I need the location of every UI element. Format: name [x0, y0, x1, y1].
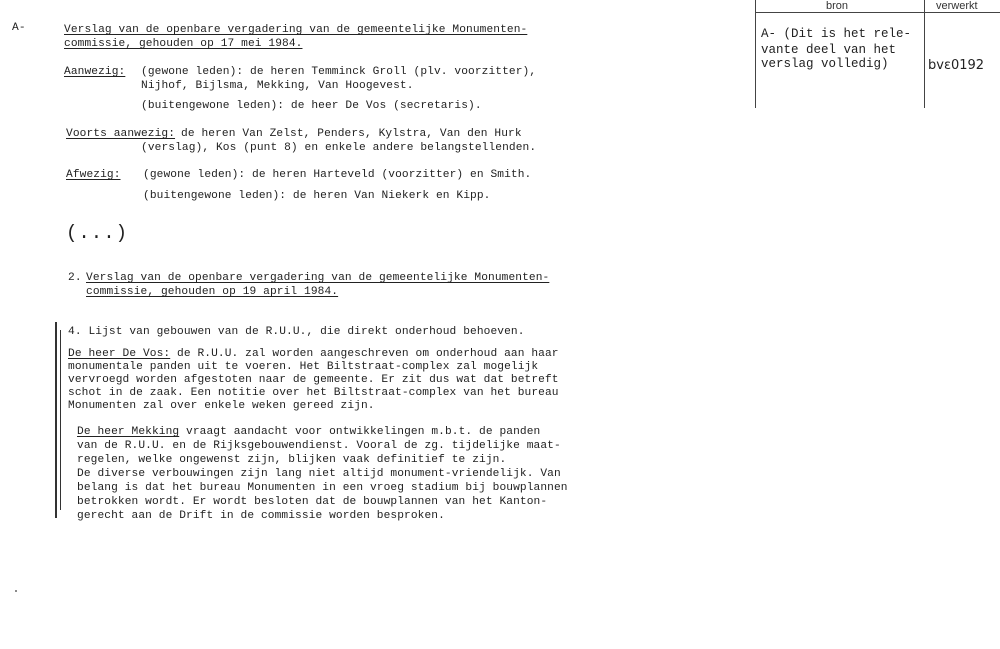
- margin-bar-inner: [60, 330, 61, 510]
- stray-mark: [15, 590, 17, 592]
- speaker-mekking: De heer Mekking: [77, 426, 180, 438]
- paragraph1-line3: vervroegd worden afgestoten naar de gemeente. Er zit dus wat dat betreft: [68, 374, 559, 386]
- paragraph2-line2: van de R.U.U. en de Rijksgebouwendienst. Vooral de zg. tijdelijke maat-: [77, 440, 561, 452]
- speaker-de-vos: De heer De Vos:: [68, 348, 171, 360]
- section1-title-line2: commissie, gehouden op 17 mei 1984.: [64, 38, 303, 50]
- also-present-label: Voorts aanwezig:: [66, 128, 176, 140]
- column-header-verwerkt: verwerkt: [936, 0, 978, 12]
- bron-line2: vante deel van het: [761, 43, 897, 57]
- absent-label: Afwezig:: [66, 169, 121, 181]
- absent-line2: (buitengewone leden): de heren Van Niekerk en Kipp.: [143, 190, 491, 202]
- present-line3: (buitengewone leden): de heer De Vos (secretaris).: [141, 100, 482, 112]
- column-header-bron: bron: [826, 0, 849, 12]
- paragraph2-line1-text: vraagt aandacht voor ontwikkelingen m.b.t. de panden: [179, 426, 541, 438]
- also-present-line1: de heren Van Zelst, Penders, Kylstra, Van den Hurk: [181, 128, 522, 140]
- table-left-border: [755, 0, 756, 108]
- bron-line1: A- (Dit is het rele-: [761, 27, 912, 41]
- margin-bar-outer: [55, 322, 57, 518]
- margin-marker: A-: [12, 22, 26, 34]
- paragraph2-line4: De diverse verbouwingen zijn lang niet altijd monument-vriendelijk. Van: [77, 468, 561, 480]
- paragraph1-line2: monumentale panden uit te voeren. Het Biltstraat-complex zal mogelijk: [68, 361, 539, 373]
- table-column-divider: [924, 0, 925, 108]
- paragraph1-line1: [68, 348, 559, 361]
- paragraph1-line5: Monumenten zal over enkele weken gereed zijn.: [68, 400, 375, 412]
- absent-line1: (gewone leden): de heren Harteveld (voorzitter) en Smith.: [143, 169, 532, 181]
- paragraph2-line1: [77, 426, 540, 439]
- also-present-line2: (verslag), Kos (punt 8) en enkele andere belangstellenden.: [141, 142, 537, 154]
- item4-heading: 4. Lijst van gebouwen van de R.U.U., die direkt onderhoud behoeven.: [68, 326, 525, 338]
- paragraph1-line4: schot in de zaak. Een notitie over het Biltstraat-complex van het bureau: [68, 387, 559, 399]
- paragraph2-line5: belang is dat het bureau Monumenten in een vroeg stadium bij bouwplannen: [77, 482, 568, 494]
- present-line1: (gewone leden): de heren Temminck Groll (plv. voorzitter),: [141, 66, 537, 78]
- section1-title-line1: Verslag van de openbare vergadering van de gemeentelijke Monumenten-: [64, 24, 528, 36]
- present-label: Aanwezig:: [64, 66, 126, 78]
- paragraph2-line6: betrokken wordt. Er wordt besloten dat de bouwplannen van het Kanton-: [77, 496, 548, 508]
- present-line2: Nijhof, Bijlsma, Mekking, Van Hoogevest.: [141, 80, 414, 92]
- section2-title-line2: commissie, gehouden op 19 april 1984.: [86, 286, 339, 298]
- verwerkt-value: bvε0192: [928, 58, 985, 73]
- paragraph2-line3: regelen, welke ongewenst zijn, blijken vaak definitief te zijn.: [77, 454, 507, 466]
- section2-number: 2.: [68, 272, 82, 284]
- paragraph1-line1-text: de R.U.U. zal worden aangeschreven om onderhoud aan haar: [170, 348, 559, 360]
- section2-title-line1: Verslag van de openbare vergadering van de gemeentelijke Monumenten-: [86, 272, 550, 284]
- ellipsis: (...): [66, 222, 129, 244]
- table-header-rule: [755, 12, 1000, 13]
- bron-line3: verslag volledig): [761, 57, 889, 71]
- paragraph2-line7: gerecht aan de Drift in de commissie worden besproken.: [77, 510, 445, 522]
